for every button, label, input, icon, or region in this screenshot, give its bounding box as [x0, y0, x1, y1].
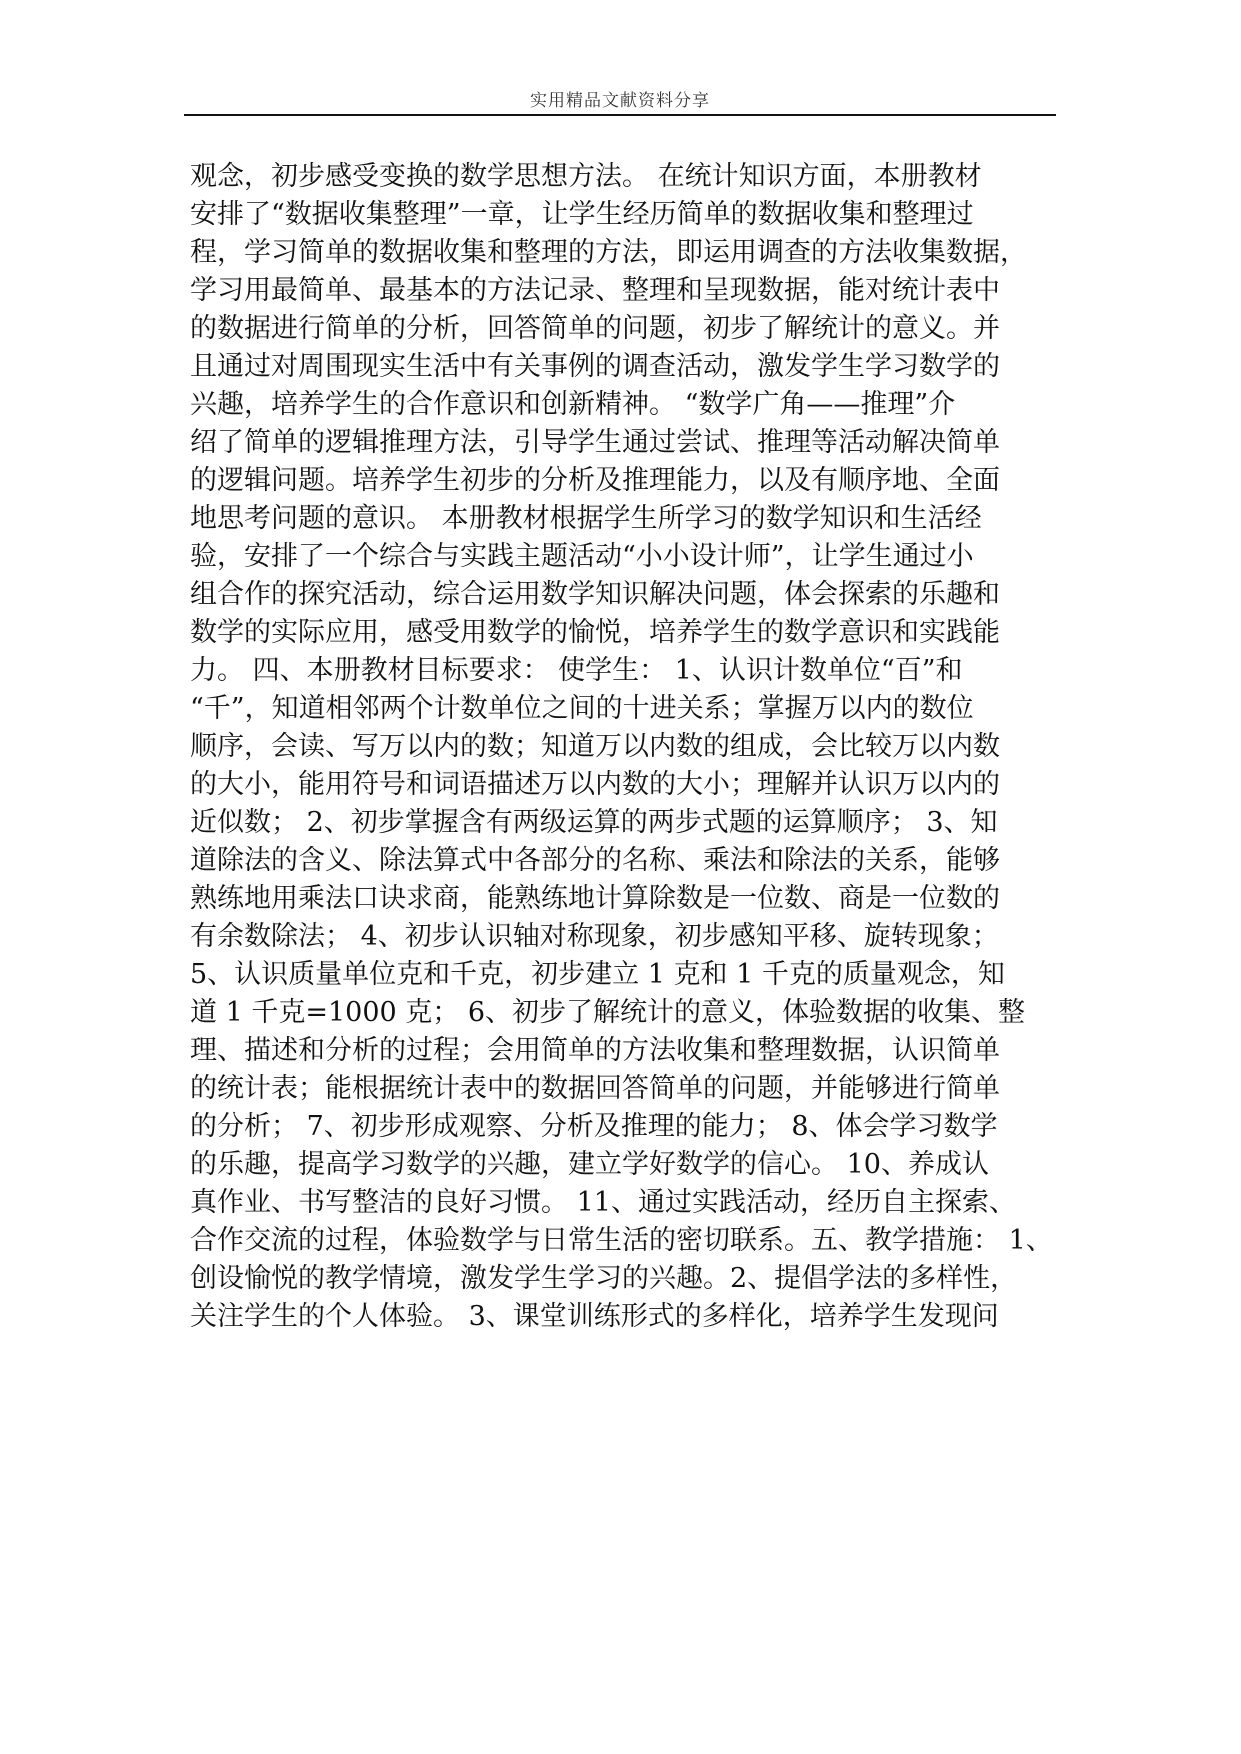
text-line: 合作交流的过程，体验数学与日常生活的密切联系。五、教学措施： 1、 — [190, 1225, 1053, 1256]
header-divider — [184, 114, 1056, 116]
text-line: 顺序，会读、写万以内的数；知道万以内数的组成，会比较万以内数 — [190, 731, 1000, 762]
text-line: 安排了“数据收集整理”一章，让学生经历简单的数据收集和整理过 — [190, 199, 974, 230]
text-line: 道除法的含义、除法算式中各部分的名称、乘法和除法的关系，能够 — [190, 845, 1000, 876]
text-line: 且通过对周围现实生活中有关事例的调查活动，激发学生学习数学的 — [190, 351, 1000, 382]
text-line: 的分析； 7、初步形成观察、分析及推理的能力； 8、体会学习数学 — [190, 1111, 998, 1142]
text-line: 绍了简单的逻辑推理方法，引导学生通过尝试、推理等活动解决简单 — [190, 427, 1000, 458]
text-line: 的统计表；能根据统计表中的数据回答简单的问题，并能够进行简单 — [190, 1073, 1000, 1104]
text-line: 观念，初步感受变换的数学思想方法。 在统计知识方面，本册教材 — [190, 161, 982, 192]
text-line: 近似数； 2、初步掌握含有两级运算的两步式题的运算顺序； 3、知 — [190, 807, 998, 838]
text-line: 道 1 千克=1000 克； 6、初步了解统计的意义，体验数据的收集、整 — [190, 997, 1026, 1028]
text-line: 组合作的探究活动，综合运用数学知识解决问题，体会探索的乐趣和 — [190, 579, 1000, 610]
text-line: 地思考问题的意识。 本册教材根据学生所学习的数学知识和生活经 — [190, 503, 982, 534]
text-line: 数学的实际应用，感受用数学的愉悦，培养学生的数学意识和实践能 — [190, 617, 1000, 648]
text-line: 有余数除法； 4、初步认识轴对称现象，初步感知平移、旋转现象； — [190, 921, 999, 952]
document-body — [190, 158, 1062, 1336]
text-line: 关注学生的个人体验。 3、课堂训练形式的多样化，培养学生发现问 — [190, 1301, 999, 1332]
text-line: 创设愉悦的教学情境，激发学生学习的兴趣。2、提倡学法的多样性， — [190, 1263, 1018, 1294]
text-line: 验，安排了一个综合与实践主题活动“小小设计师”，让学生通过小 — [190, 541, 974, 572]
text-line: 的乐趣，提高学习数学的兴趣，建立学好数学的信心。 10、养成认 — [190, 1149, 989, 1180]
page-header-title: 实用精品文献资料分享 — [530, 91, 710, 111]
text-line: 力。 四、本册教材目标要求： 使学生： 1、认识计数单位“百”和 — [190, 655, 963, 686]
text-line: “千”，知道相邻两个计数单位之间的十进关系；掌握万以内的数位 — [190, 693, 974, 724]
text-line: 的数据进行简单的分析，回答简单的问题，初步了解统计的意义。并 — [190, 313, 1000, 344]
text-line: 的逻辑问题。培养学生初步的分析及推理能力，以及有顺序地、全面 — [190, 465, 1000, 496]
text-line: 5、认识质量单位克和千克，初步建立 1 克和 1 千克的质量观念，知 — [190, 959, 1005, 990]
text-line: 熟练地用乘法口诀求商，能熟练地计算除数是一位数、商是一位数的 — [190, 883, 1000, 914]
text-line: 理、描述和分析的过程；会用简单的方法收集和整理数据，认识简单 — [190, 1035, 1000, 1066]
text-line: 兴趣，培养学生的合作意识和创新精神。 “数学广角——推理”介 — [190, 389, 956, 420]
text-line: 程，学习简单的数据收集和整理的方法，即运用调查的方法收集数据， — [190, 237, 1027, 268]
text-line: 的大小，能用符号和词语描述万以内数的大小；理解并认识万以内的 — [190, 769, 1000, 800]
text-line: 学习用最简单、最基本的方法记录、整理和呈现数据，能对统计表中 — [190, 275, 1000, 306]
text-line: 真作业、书写整洁的良好习惯。 11、通过实践活动，经历自主探索、 — [190, 1187, 1016, 1218]
